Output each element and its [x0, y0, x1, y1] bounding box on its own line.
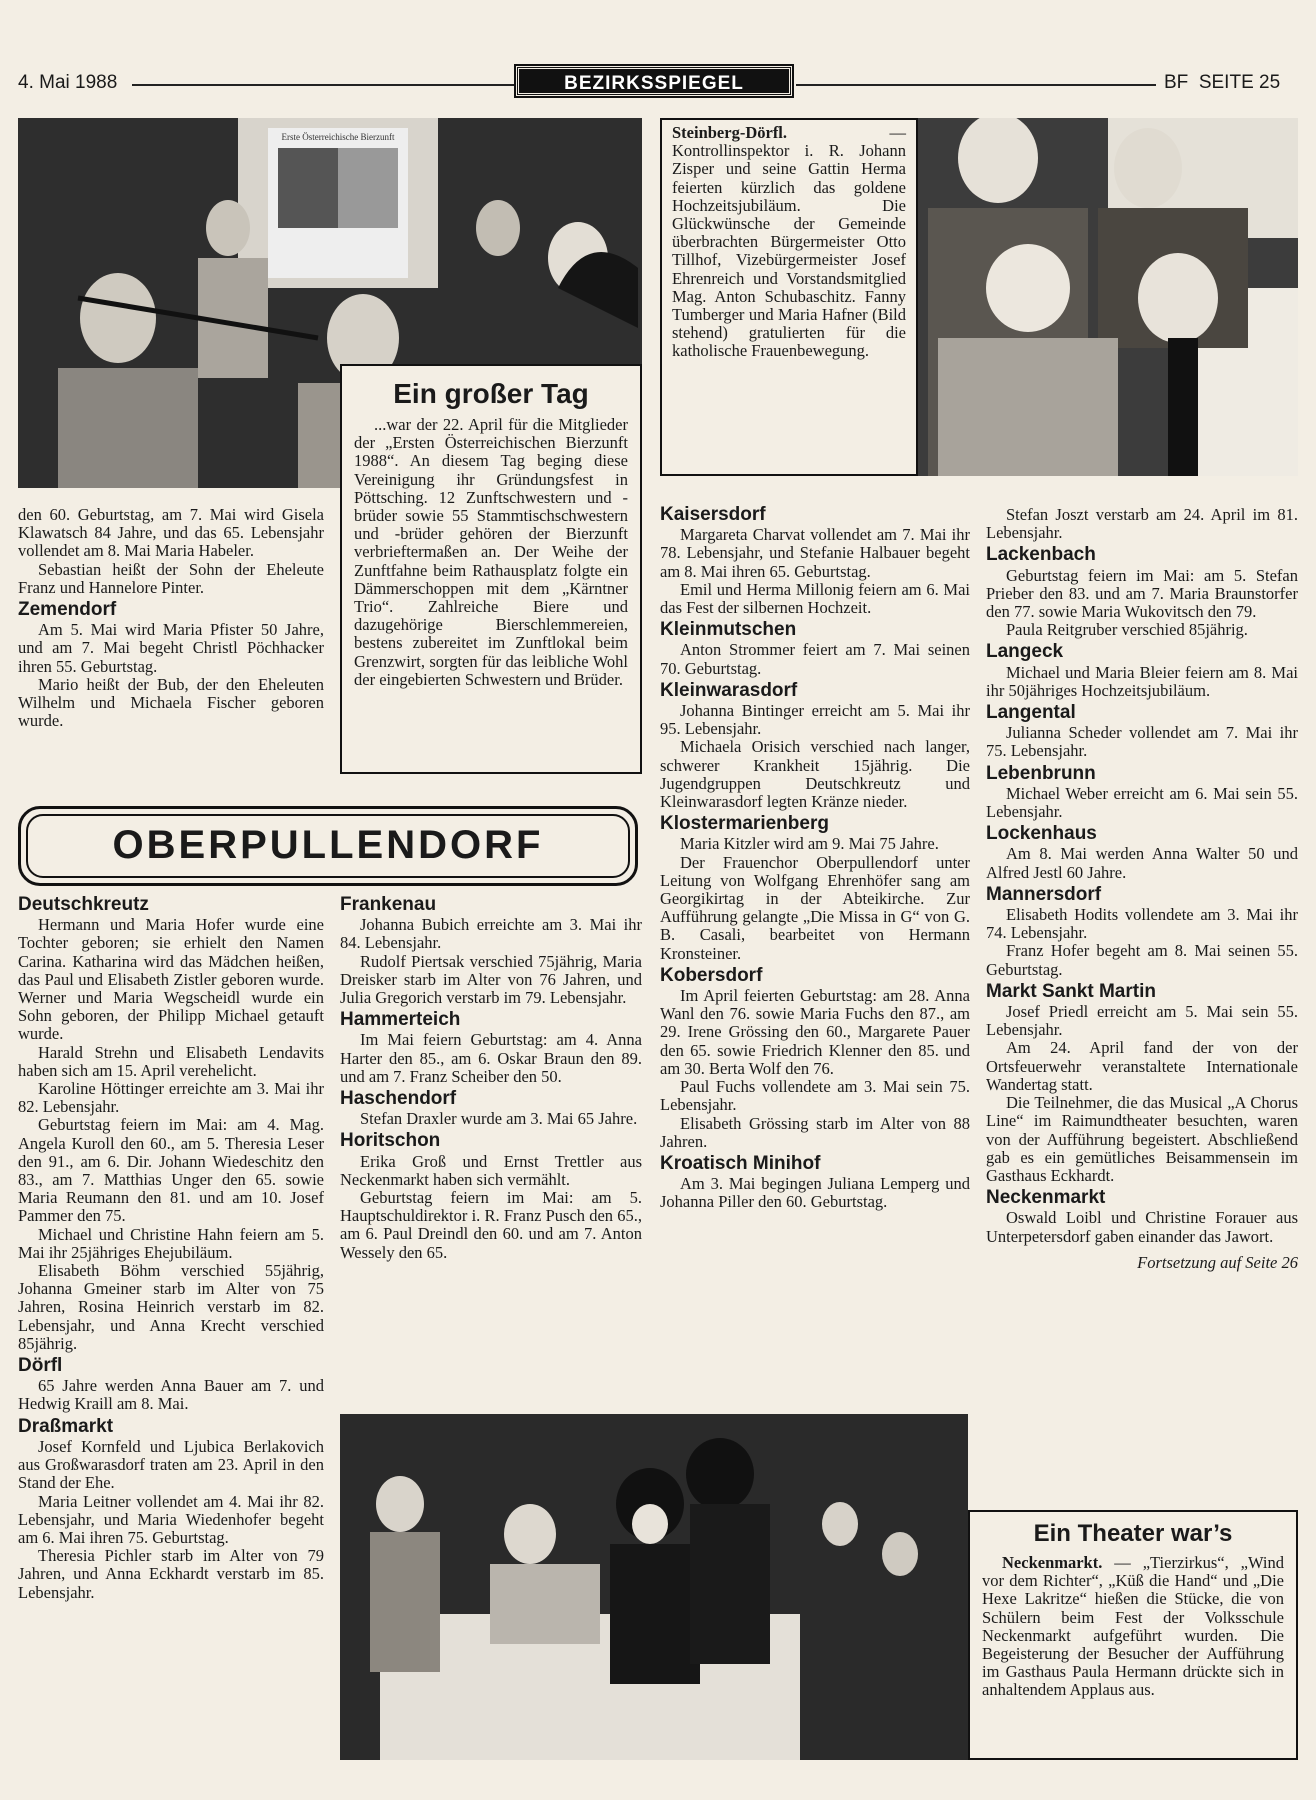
heading-kleinmutschen: Kleinmutschen — [660, 619, 797, 641]
col4: Stefan Joszt verstarb am 24. April im 81. Lebensjahr. Lackenbach Geburtstag feiern im Mai: am 5. Stefan Prieber den 83. und am 7. Maria Braunstorfer den 77. sowie Maria Wukovitsch den 79. Paula Reitgruber verschied 85jährig. Langeck Michael und Maria Bleier feiern am 8. Mai ihr 50jähriges Hochzeitsjubiläum. Langental Julianna Scheder vollendet am 7. Mai ihr 75. Lebensjahr. Lebenbrunn Michael Weber erreicht am 6. Mai sein 55. Lebensjahr. Lockenhaus Am 8. Mai werden Anna Walter 50 und Alfred Jestl 60 Jahre. Mannersdorf Elisabeth Hodits vollendete am 3. Mai ihr 74. Lebensjahr. Franz Hofer begeht am 8. Mai seinen 55. Geburtstag. Markt Sankt Martin Josef Priedl erreicht am 5. Mai sein 55. Lebensjahr. Am 24. April fand der von der Ortsfeuerwehr veranstaltete Internationale Wandertag statt. Die Teilnehmer, die das Musical „A Chorus Line“ im Raimundtheater besuchten, waren von der Aufführung begeistert. Abschließend gab es ein gemütliches Beisammensein im Gasthaus Eckhardt. Neckenmarkt Oswald Loibl und Christine Forauer aus Unterpetersdorf gaben einander das Jawort. Fortsetzung auf Seite 26 — [986, 506, 1298, 1272]
heading-mannersdorf: Mannersdorf — [986, 883, 1102, 905]
heading-markt-sankt-martin: Markt Sankt Martin — [986, 980, 1156, 1002]
header-rule-right — [796, 84, 1156, 86]
theater-place: Neckenmarkt. — [1002, 1553, 1103, 1572]
continued-note: Fortsetzung auf Seite 26 — [1137, 1252, 1298, 1272]
col1-top: den 60. Geburtstag, am 7. Mai wird Gisela Klawatsch 84 Jahre, und das 65. Lebensjahr vollendet am 8. Mai Maria Habeler. Sebastian heißt der Sohn der Eheleute Franz und Hannelore Pinter. Zemendorf Am 5. Mai wird Maria Pfister 50 Jahre, und am 7. Mai begeht Christl Pöchhacker ihren 55. Geburtstag. Mario heißt der Bub, der den Eheleuten Wilhelm und Michaela Fischer geboren wurde. — [18, 506, 324, 731]
heading-lockenhaus: Lockenhaus — [986, 823, 1097, 845]
heading-klostermarienberg: Klostermarienberg — [660, 813, 829, 835]
section-title: BEZIRKSSPIEGEL — [516, 66, 792, 96]
heading-kaisersdorf: Kaisersdorf — [660, 504, 766, 525]
steinberg-text: Kontrollinspektor i. R. Johann Zisper und seine Gattin Herma feierten kürzlich das goldene Hochzeitsjubiläum. Die Glückwünsche der Gemeinde überbrachten Bürgermeister Otto Tillhof, Vizebürgermeister Josef Ehrenreich und Vorstandsmitglied Mag. Anton Schubaschitz. Fanny Tumberger und Maria Hafner (Bild stehend) gratulierten für die katholische Frauenbewegung. — [672, 141, 906, 361]
banner-text: Erste Österreichische Bierzunft — [281, 132, 395, 142]
heading-kroatisch-minihof: Kroatisch Minihof — [660, 1152, 821, 1174]
photo-golden-wedding — [918, 118, 1298, 476]
heading-langental: Langental — [986, 702, 1076, 724]
heading-lebenbrunn: Lebenbrunn — [986, 762, 1096, 784]
article-steinberg: Steinberg-Dörfl. — Kontrollinspektor i. R. Johann Zisper und seine Gattin Herma feierten kürzlich das goldene Hochzeitsjubiläum. Die Glückwünsche der Gemeinde überbrachten Bürgermeister Otto Tillhof, Vizebürgermeister Josef Ehrenreich und Vorstandsmitglied Mag. Anton Schubaschitz. Fanny Tumberger und Maria Hafner (Bild stehend) gratulierten für die katholische Frauenbewegung. — [660, 118, 918, 476]
heading-haschendorf: Haschendorf — [340, 1088, 457, 1110]
heading-lackenbach: Lackenbach — [986, 544, 1096, 566]
col2: Frankenau Johanna Bubich erreichte am 3. Mai ihr 84. Lebensjahr. Rudolf Piertsak verschied 75jährig, Maria Dreisker starb im Alter von 76 Jahren, und Julia Gregorich verstarb im 79. Lebensjahr. Hammerteich Im Mai feiern Geburtstag: am 4. Anna Harter den 85., am 6. Oskar Braun den 89. und am 7. Franz Scheiber den 50. Haschendorf Stefan Draxler wurde am 3. Mai 65 Jahre. Horitschon Erika Groß und Ernst Trettler aus Neckenmarkt haben sich vermählt. Geburtstag feiern im Mai: am 5. Hauptschuldirektor i. R. Franz Pusch den 65., am 6. Paul Dreindl den 60. und am 7. Anton Wessely den 65. — [340, 894, 642, 1262]
page-number: BF SEITE 25 — [1164, 72, 1281, 93]
col1: Deutschkreutz Hermann und Maria Hofer wurde eine Tochter geboren; sie erhielt den Namen Carina. Katharina wird das Mädchen heißen, das Paul und Elisabeth Zistler geboren wurde. Werner und Maria Wegscheidl wurde ein Sohn geboren, der Philipp Michael getauft wurde. Harald Strehn und Elisabeth Lendavits haben sich am 15. April verehelicht. Karoline Höttinger erreichte am 3. Mai ihr 82. Lebensjahr. Geburtstag feiern im Mai: am 4. Mag. Angela Kuroll den 60., am 5. Theresia Leser den 91., am 6. Dir. Johann Wiedeschitz den 83., am 7. Matthias Unger den 65. sowie Maria Reumann den 81. und am 10. Josef Pammer den 75. Michael und Christine Hahn feiern am 5. Mai ihr 25jähriges Ehejubiläum. Elisabeth Böhm verschied 55jährig, Johanna Gmeiner starb im Alter von 75 Jahren, Rosina Heinrich verstarb im 82. Lebensjahr, und Anna Krecht verschied 85jährig. Dörfl 65 Jahre werden Anna Bauer am 7. und Hedwig Kraill am 8. Mai. Draßmarkt Josef Kornfeld und Ljubica Berlakovich aus Großwarasdorf traten am 23. April in den Stand der Ehe. Maria Leitner vollendet am 4. Mai ihr 82. Lebensjahr, und Maria Wiedenhofer begeht am 6. Mai ihren 75. Geburtstag. Theresia Pichler starb im Alter von 79 Jahren, und Anna Eckhardt verstarb im 85. Lebensjahr. — [18, 894, 324, 1602]
heading-kleinwarasdorf: Kleinwarasdorf — [660, 679, 798, 701]
article-big-day-title: Ein großer Tag — [393, 378, 589, 409]
heading-deutschkreutz: Deutschkreutz — [18, 894, 149, 915]
header-rule-left — [132, 84, 514, 86]
heading-langeck: Langeck — [986, 641, 1064, 663]
article-big-day — [340, 364, 642, 774]
district-banner — [18, 806, 638, 886]
heading-kobersdorf: Kobersdorf — [660, 964, 763, 986]
col3: Kaisersdorf Margareta Charvat vollendet am 7. Mai ihr 78. Lebensjahr, und Stefanie Halbauer begeht am 8. Mai ihren 65. Geburtstag. Emil und Herma Millonig feiern am 6. Mai das Fest der silbernen Hochzeit. Kleinmutschen Anton Strommer feiert am 7. Mai seinen 70. Geburtstag. Kleinwarasdorf Johanna Bintinger erreicht am 5. Mai ihr 95. Lebensjahr. Michaela Orisich verschied nach langer, schwerer Krankheit 15jährig. Die Jugendgruppen Deutschkreutz und Kleinwarasdorf legten Kränze nieder. Klostermarienberg Maria Kitzler wird am 9. Mai 75 Jahre. Der Frauenchor Oberpullendorf unter Leitung von Wolfgang Ehrenhöfer sang am Georgikirtag in der Abteikirche. Zur Aufführung gelangte „Die Missa in G“ von G. B. Casali, bearbeitet von Hermann Kronsteiner. Kobersdorf Im April feierten Geburtstag: am 28. Anna Wanl den 76. sowie Maria Fuchs den 87., am 29. Irene Grössing den 60., Margarete Pauer den 65. sowie Friedrich Klenner den 85. und am 30. Berta Wolf den 76. Paul Fuchs vollendete am 3. Mai sein 75. Lebensjahr. Elisabeth Grössing starb im Alter von 88 Jahren. Kroatisch Minihof Am 3. Mai begingen Juliana Lemperg und Johanna Piller den 60. Geburtstag. — [660, 504, 970, 1212]
theater-text: — „Tierzirkus“, „Wind vor dem Richter“, „Küß die Hand“ und „Die Hexe Lakritze“ hießen die Stücke, die von Schülern beim Fest der Volksschule Neckenmarkt aufgeführt wurden. Die Begeisterung der Besucher der Aufführung im Gasthaus Paula Hermann drückte sich in anhaltendem Applaus aus. — [982, 1553, 1284, 1700]
heading-drassmarkt: Draßmarkt — [18, 1415, 114, 1437]
header-date: 4. Mai 1988 — [18, 72, 118, 93]
heading-frankenau: Frankenau — [340, 894, 437, 915]
steinberg-place: Steinberg-Dörfl. — [672, 123, 788, 142]
heading-neckenmarkt: Neckenmarkt — [986, 1187, 1106, 1209]
photo-theater — [340, 1414, 968, 1760]
heading-horitschon: Horitschon — [340, 1130, 441, 1152]
article-theater-title: Ein Theater war’s — [1033, 1520, 1233, 1547]
article-big-day-text: ...war der 22. April für die Mitglieder der „Ersten Österreichischen Bierzunft 1988“. An diesem Tag beging diese Vereinigung ihr Gründungsfest in Pöttsching. 12 Zunftschwestern und -brüder sowie 55 Stammtischschwestern und -brüder gehören der Bierzunft verbrieftermaßen an. Der Weihe der Zunftfahne beim Rathausplatz folgte ein Dämmerschoppen mit dem „Kärntner Trio“. Zahlreiche Biere und dazugehörige Bierschlemmereien, bestens zubereitet im Zunftlokal beim Grenzwirt, sorgten für das leibliche Wohl der eingebierten Schwestern und Brüder. — [354, 415, 628, 689]
heading-doerfl: Dörfl — [18, 1355, 63, 1377]
article-theater — [968, 1510, 1298, 1760]
heading-zemendorf: Zemendorf — [18, 599, 117, 621]
district-title: OBERPULLENDORF — [112, 823, 544, 867]
heading-hammerteich: Hammerteich — [340, 1009, 461, 1031]
